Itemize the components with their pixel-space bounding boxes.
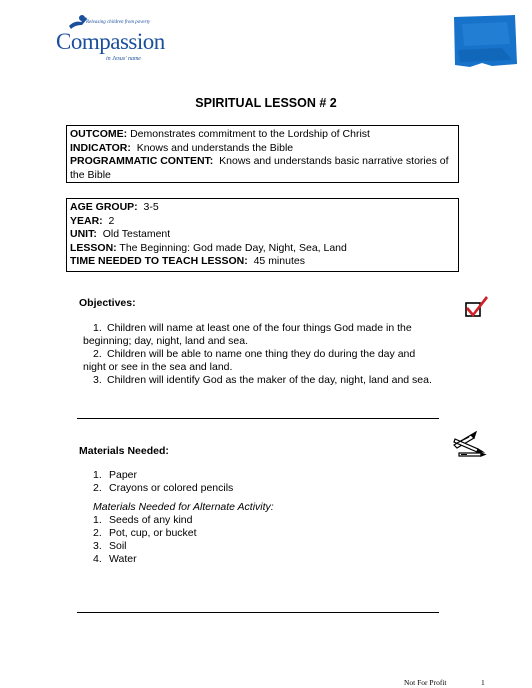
checkbox-check-icon	[462, 294, 490, 320]
alt-material-text: Soil	[109, 540, 127, 552]
unit-value: Old Testament	[102, 228, 171, 240]
objective-item	[93, 374, 453, 387]
alt-material-text: Pot, cup, or bucket	[109, 527, 197, 539]
logo-subline: in Jesus' name	[106, 56, 141, 62]
section-divider	[77, 612, 439, 613]
unit-line	[70, 228, 455, 242]
lesson-line	[70, 242, 455, 256]
alt-material-number: 1.	[93, 514, 102, 526]
lesson-info-box	[66, 198, 459, 272]
indicator-label: INDICATOR:	[70, 141, 131, 154]
objective-text: Children will name at least one of the four things God made in the	[107, 322, 412, 334]
indicator-line	[70, 142, 455, 156]
blue-paint-patch	[452, 14, 518, 68]
crayons-icon	[451, 431, 487, 457]
objective-item	[93, 322, 453, 335]
content-line-2: the Bible	[70, 168, 111, 181]
outcome-value: Demonstrates commitment to the Lordship of Christ	[130, 128, 370, 140]
unit-label: UNIT:	[70, 228, 97, 240]
material-number: 2.	[93, 482, 102, 494]
alt-material-number: 3.	[93, 540, 102, 552]
compassion-logo	[54, 18, 174, 68]
outcome-line	[70, 128, 455, 142]
page-title: SPIRITUAL LESSON # 2	[195, 96, 337, 110]
section-divider	[77, 418, 439, 419]
objectives-list	[83, 322, 453, 387]
alt-material-item	[93, 514, 453, 527]
time-line	[70, 255, 455, 269]
material-number: 1.	[93, 469, 102, 481]
material-text: Paper	[109, 469, 138, 481]
objective-text: Children will be able to name one thing they do during the day and	[107, 348, 416, 360]
alternate-materials-heading: Materials Needed for Alternate Activity:	[93, 501, 274, 513]
objectives-heading: Objectives:	[79, 297, 136, 309]
time-value: 45 minutes	[253, 255, 305, 267]
alt-material-number: 2.	[93, 527, 102, 539]
age-group-value: 3-5	[143, 201, 159, 213]
lesson-label: LESSON:	[70, 241, 117, 254]
time-label: TIME NEEDED TO TEACH LESSON:	[70, 255, 248, 267]
indicator-value: Knows and understands the Bible	[136, 141, 294, 154]
materials-heading: Materials Needed:	[79, 445, 169, 457]
year-label: YEAR:	[70, 214, 103, 227]
objective-number: 1.	[93, 322, 102, 334]
logo-tagline: Releasing children from poverty	[86, 20, 151, 25]
objective-number: 3.	[93, 374, 102, 386]
content-value: Knows and understands basic narrative stories of	[219, 155, 449, 167]
objective-item	[93, 348, 453, 361]
materials-list	[93, 469, 453, 566]
objective-text-cont: night or see in the sea and land.	[83, 361, 233, 373]
alt-material-text: Seeds of any kind	[109, 514, 193, 526]
outcome-label: OUTCOME:	[70, 128, 128, 140]
outcome-box	[66, 125, 459, 183]
year-value: 2	[108, 214, 115, 227]
alt-material-item	[93, 553, 453, 566]
content-label: PROGRAMMATIC CONTENT:	[70, 155, 214, 167]
content-line	[70, 155, 455, 169]
year-line	[70, 215, 455, 229]
objective-text: Children will identify God as the maker of the day, night, land and sea.	[107, 374, 432, 386]
objective-number: 2.	[93, 348, 102, 360]
alt-material-item	[93, 540, 453, 553]
page-number: 1	[481, 678, 485, 687]
footer-note: Not For Profit	[404, 678, 447, 687]
lesson-value: The Beginning: God made Day, Night, Sea, Land	[119, 241, 347, 254]
logo-wordmark: Compassion	[56, 29, 165, 54]
alt-material-text: Water	[109, 553, 137, 565]
alt-material-item	[93, 527, 453, 540]
alt-material-number: 4.	[93, 553, 102, 565]
material-item	[93, 469, 453, 482]
material-text: Crayons or colored pencils	[109, 482, 234, 494]
age-group-line	[70, 201, 455, 215]
objective-text-cont: beginning; day, night, land and sea.	[83, 335, 249, 347]
age-group-label: AGE GROUP:	[70, 201, 138, 213]
material-item	[93, 482, 453, 495]
